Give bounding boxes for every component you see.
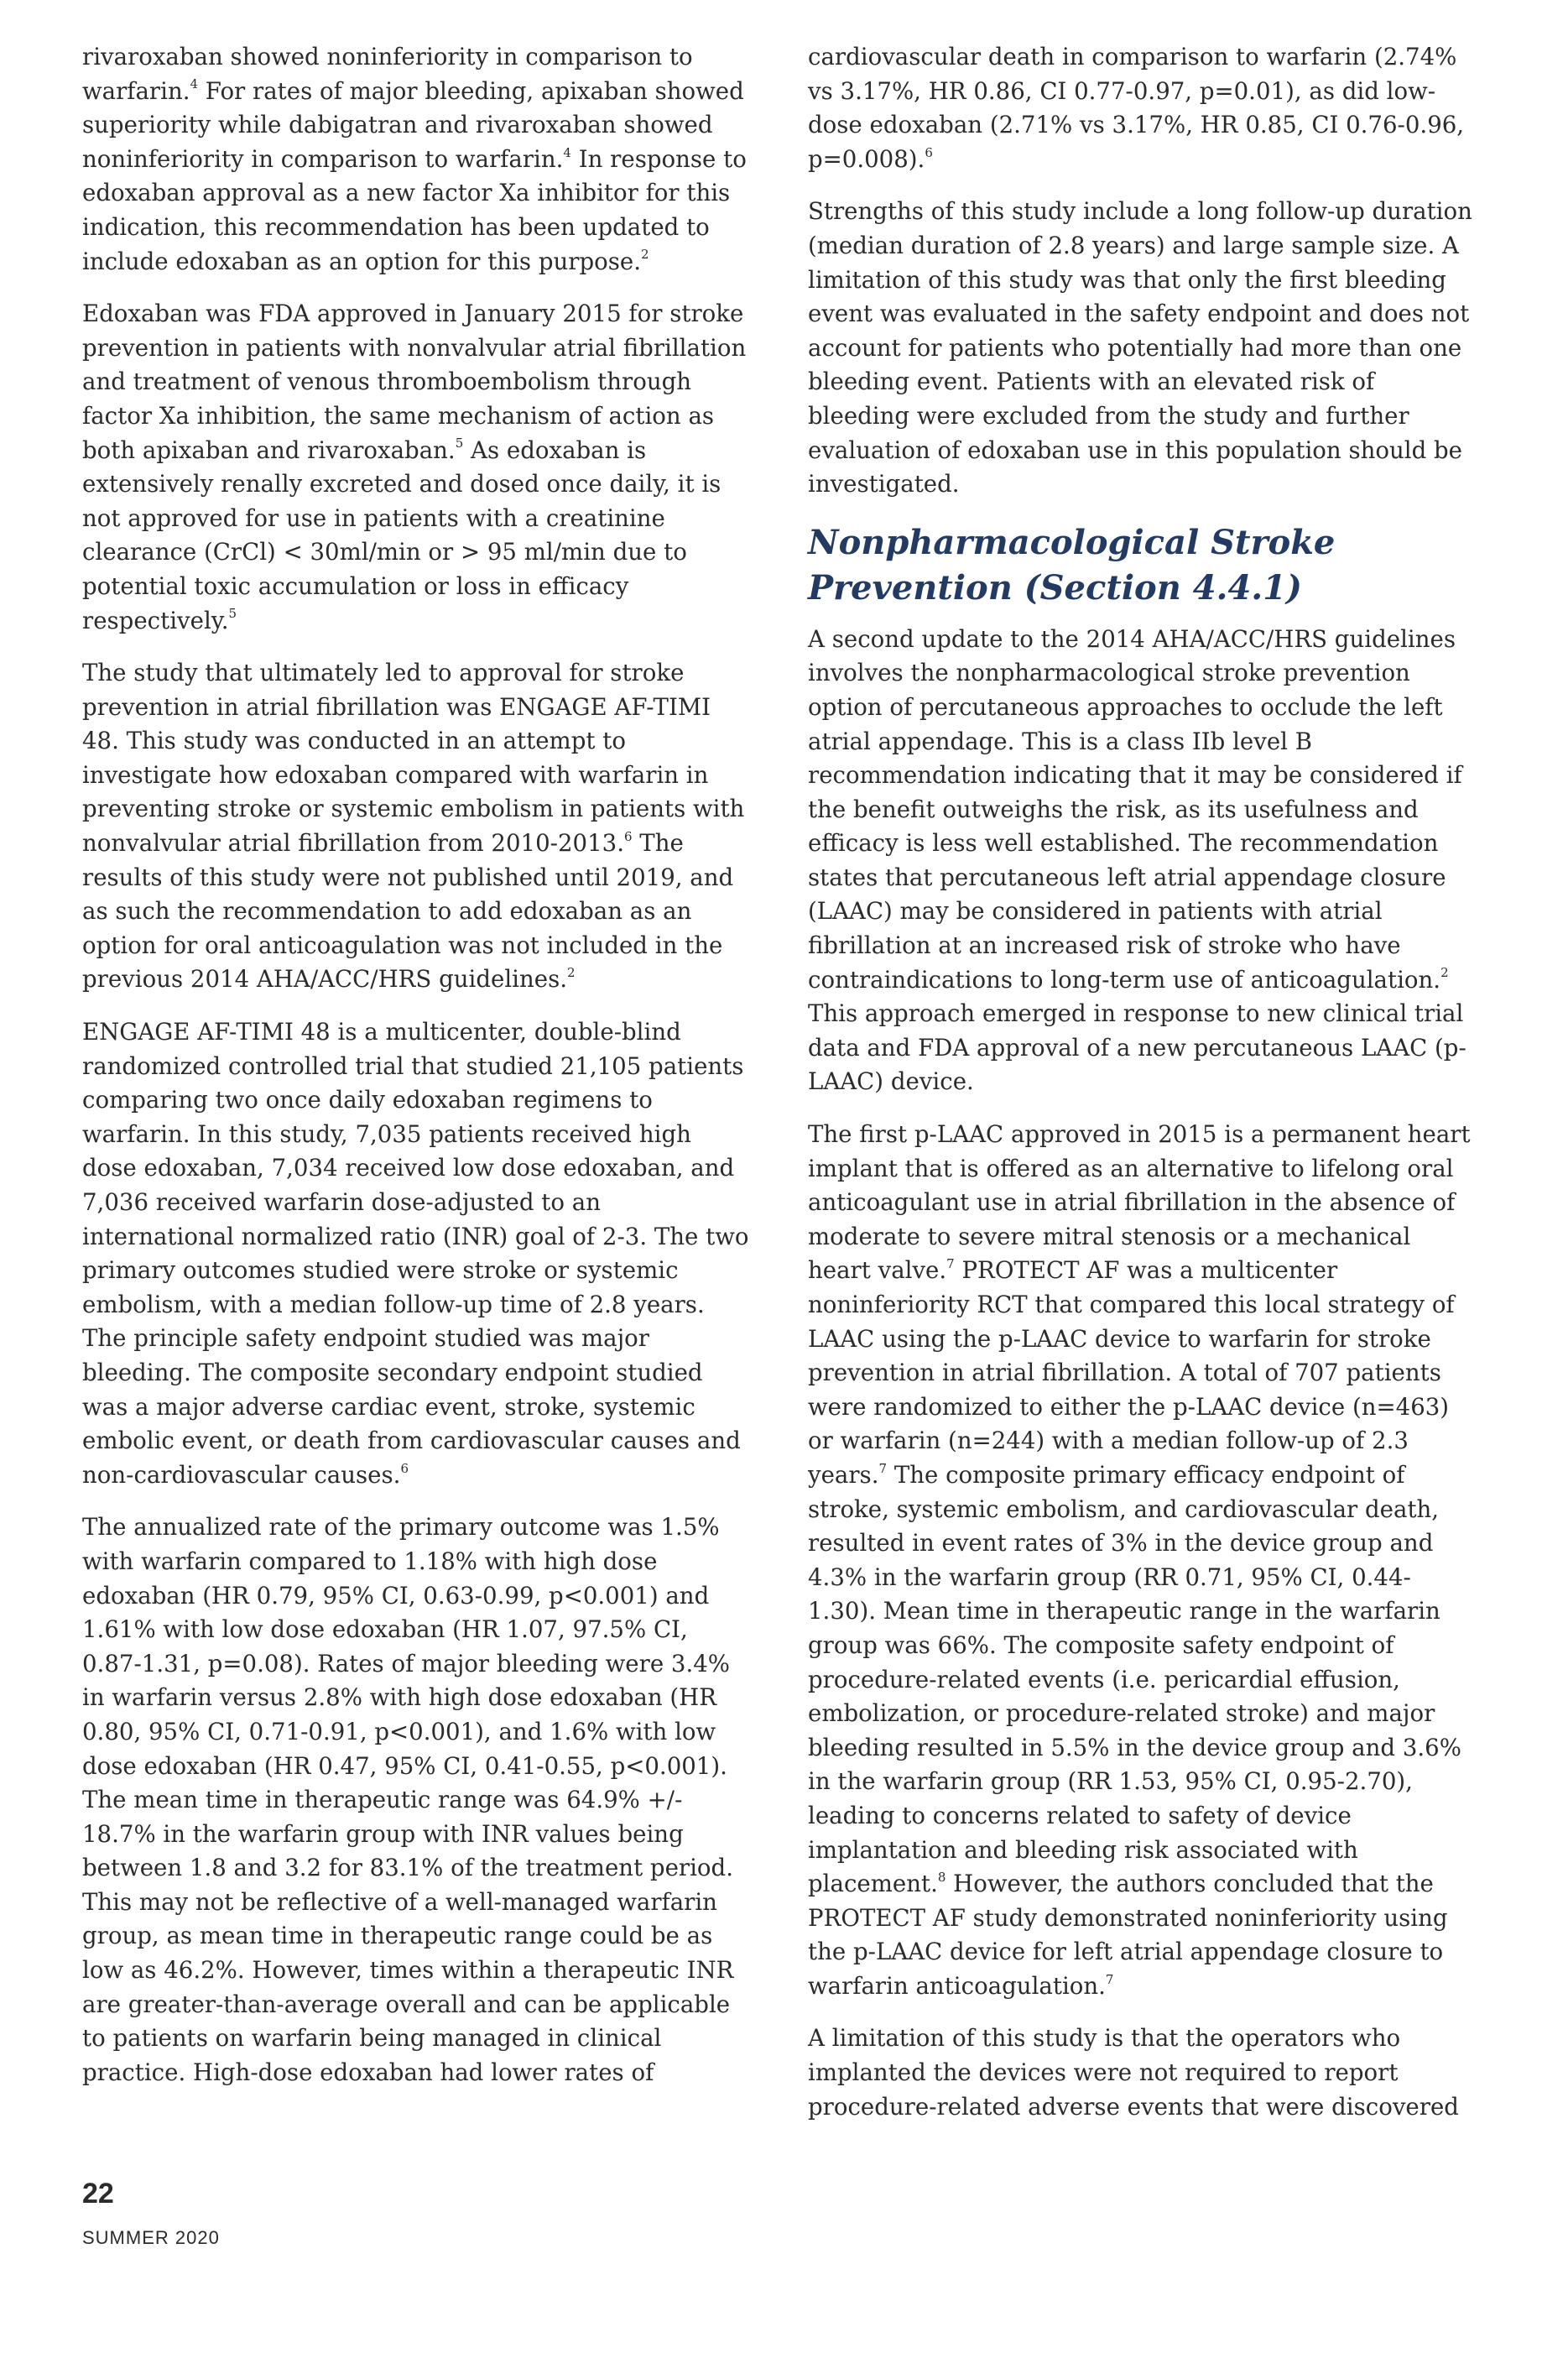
paragraph: A limitation of this study is that the operators who implanted the devices were not required to report procedure-related adverse events that were discovered — [808, 2024, 1459, 2121]
paragraph: The annualized rate of the primary outcome was 1.5% with warfarin compared to 1.18% with high dose edoxaban (HR 0.79, 95% CI, 0.63-0.99, p<0.001) and 1.61% with low dose edoxaban (HR 1.07, 97.5% CI, 0.87-1.31, p=0.08). Rates of major bleeding were 3.4% in warfarin versus 2.8% with high dose edoxaban (HR 0.80, 95% CI, 0.71-0.91, p<0.001), and 1.6% with low dose edoxaban (HR 0.47, 95% CI, 0.41-0.55, p<0.001). The mean time in therapeutic range was 64.9% +/- 18.7% in the warfarin group with INR values being between 1.8 and 3.2 for 83.1% of the treatment period. This may not be reflective of a well-managed warfarin group, as mean time in therapeutic range could be as low as 46.2%. However, times within a therapeutic INR are greater-than-average overall and can be applicable to patients on warfarin being managed in clinical practice. High-dose edoxaban had lower rates of — [82, 1513, 734, 2086]
paragraph: Edoxaban was FDA approved in January 2015 for stroke prevention in patients with nonvalvular atrial fibrillation and treatment of venous thromboembolism through factor Xa inhibition, the same mechanism of action as both apixaban and rivaroxaban.$^5$ As edoxaban is extensively renally excreted and dosed once daily, it is not approved for use in patients with a creatinine clearance (CrCl) < 30ml/min or > 95 ml/min due to potential toxic accumulation or loss in efficacy respectively.$^5$ — [82, 300, 747, 634]
paragraph: A second update to the 2014 AHA/ACC/HRS guidelines involves the nonpharmacological stroke prevention option of percutaneous approaches to occlude the left atrial appendage. This is a class IIb level B recommendation indicating that it may be considered if the benefit outweighs the risk, as its usefulness and efficacy is less well established. The recommendation states that percutaneous left atrial appendage closure (LAAC) may be considered in patients with atrial fibrillation at an increased risk of stroke who have contraindications to long-term use of anticoagulation.$^2$ This approach emerged in response to new clinical trial data and FDA approval of a new percutaneous LAAC (p-LAAC) device. — [808, 624, 1466, 1096]
paragraph: rivaroxaban showed noninferiority in comparison to warfarin.$^4$ For rates of major bleeding, apixaban showed superiority while dabigatran and rivaroxaban showed noninferiority in comparison to warfarin.$^4$ In response to edoxaban approval as a new factor Xa inhibitor for this indication, this recommendation has been updated to include edoxaban as an option for this purpose.$^2$ — [82, 43, 747, 275]
issue-label: SUMMER 2020 — [82, 2227, 220, 2248]
paragraph: ENGAGE AF-TIMI 48 is a multicenter, double-blind randomized controlled trial that studied 21,105 patients comparing two once daily edoxaban regimens to warfarin. In this study, 7,035 patients received high dose edoxaban, 7,034 received low dose edoxaban, and 7,036 received warfarin dose-adjusted to an international normalized ratio (INR) goal of 2-3. The two primary outcomes studied were stroke or systemic embolism, with a median follow-up time of 2.8 years. The principle safety endpoint studied was major bleeding. The composite secondary endpoint studied was a major adverse cardiac event, stroke, systemic embolic event, or death from cardiovascular causes and non-cardiovascular causes.$^6$ — [82, 1018, 749, 1489]
section-heading: Nonpharmacological Stroke Prevention (Section 4.4.1) — [808, 522, 1336, 608]
paragraph: The first p-LAAC approved in 2015 is a permanent heart implant that is offered as an alternative to lifelong oral anticoagulant use in atrial fibrillation in the absence of moderate to severe mitral stenosis or a mechanical heart valve.$^7$ PROTECT AF was a multicenter noninferiority RCT that compared this local strategy of LAAC using the p-LAAC device to warfarin for stroke prevention in atrial fibrillation. A total of 707 patients were randomized to either the p-LAAC device (n=463) or warfarin (n=244) with a median follow-up of 2.3 years.$^7$ The composite primary efficacy endpoint of stroke, systemic embolism, and cardiovascular death, resulted in event rates of 3% in the device group and 4.3% in the warfarin group (RR 0.71, 95% CI, 0.44-1.30). Mean time in therapeutic range in the warfarin group was 66%. The composite safety endpoint of procedure-related events (i.e. pericardial effusion, embolization, or procedure-related stroke) and major bleeding resulted in 5.5% in the device group and 3.6% in the warfarin group (RR 1.53, 95% CI, 0.95-2.70), leading to concerns related to safety of device implantation and bleeding risk associated with placement.$^8$ However, the authors concluded that the PROTECT AF study demonstrated noninferiority using the p-LAAC device for left atrial appendage closure to warfarin anticoagulation.$^7$ — [808, 1120, 1471, 2000]
right-column — [808, 40, 1476, 2142]
paragraph: The study that ultimately led to approval for stroke prevention in atrial fibrillation was ENGAGE AF-TIMI 48. This study was conducted in an attempt to investigate how edoxaban compared with warfarin in preventing stroke or systemic embolism in patients with nonvalvular atrial fibrillation from 2010-2013.$^6$ The results of this study were not published until 2019, and as such the recommendation to add edoxaban as an option for oral anticoagulation was not included in the previous 2014 AHA/ACC/HRS guidelines.$^2$ — [82, 659, 745, 994]
paragraph: Strengths of this study include a long follow-up duration (median duration of 2.8 years) and large sample size. A limitation of this study was that only the first bleeding event was evaluated in the safety endpoint and does not account for patients who potentially had more than one bleeding event. Patients with an elevated risk of bleeding were excluded from the study and further evaluation of edoxaban use in this population should be investigated. — [808, 197, 1472, 498]
left-column — [82, 40, 750, 2108]
page-number: 22 — [82, 2178, 114, 2210]
paragraph: cardiovascular death in comparison to warfarin (2.74% vs 3.17%, HR 0.86, CI 0.77-0.97, p=0.01), as did low-dose edoxaban (2.71% vs 3.17%, HR 0.85, CI 0.76-0.96, p=0.008).$^6$ — [808, 43, 1465, 173]
